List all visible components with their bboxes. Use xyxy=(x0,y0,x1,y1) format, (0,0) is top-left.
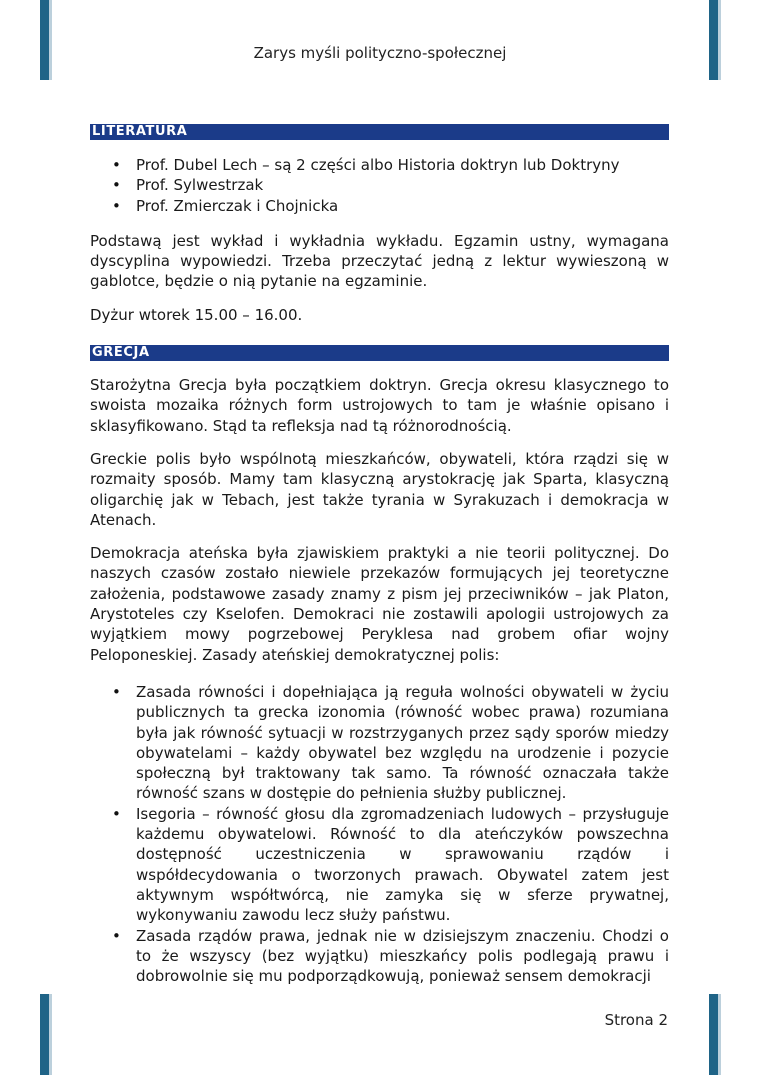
literature-list xyxy=(90,155,669,216)
page-border-top-right xyxy=(709,0,718,80)
page-border-bottom-right xyxy=(709,994,718,1075)
section-heading-literatura: LITERATURA xyxy=(90,124,669,140)
paragraph-office-hours: Dyżur wtorek 15.00 – 16.00. xyxy=(90,305,303,324)
document-body xyxy=(90,124,669,986)
list-item: • Isegoria – równość głosu dla zgromadzeniach ludowych – przysługuje każdemu obywatelowi. Równość to dla ateńczyków powszechna dostępność uczestniczenia w sprawowaniu rządów i współdecydowania o tworzonych prawach. Obywatel zatem jest aktywnym współtwórcą, nie zamyka się w sferze prywatnej, wykonywaniu zawodu lecz służy państwu. xyxy=(90,804,669,926)
section-heading-grecja: GRECJA xyxy=(90,345,669,361)
list-item: • Prof. Sylwestrzak xyxy=(90,175,669,195)
list-item: • Zasada rządów prawa, jednak nie w dzisiejszym znaczeniu. Chodzi o to że wszyscy (bez wyjątku) mieszkańcy polis podlegają prawu i dobrowolnie się mu podporządkowują, ponieważ sensem demokracji xyxy=(90,926,669,987)
list-item: • Zasada równości i dopełniająca ją reguła wolności obywateli w życiu publicznych ta grecka izonomia (równość wobec prawa) rozumiana była jak równość sytuacji w rozstrzyganych przez sądy sporów miedzy obywatelami – każdy obywatel bez względu na urodzenie i pozycie społeczną był traktowany tak samo. Ta równość oznaczała także równość szans w dostępie do pełnienia służby publicznej. xyxy=(90,682,669,804)
democracy-principles-list xyxy=(90,682,669,986)
page-border-top-left xyxy=(40,0,49,80)
running-header: Zarys myśli polityczno-społecznej xyxy=(253,44,507,62)
paragraph: Greckie polis było wspólnotą mieszkańców, obywateli, która rządzi się w rozmaity sposób. Mamy tam klasyczną arystokrację jak Sparta, klasyczną oligarchię jak w Tebach, jest także tyrania w Syrakuzach i demokracja w Atenach. xyxy=(90,449,669,529)
list-item: • Prof. Dubel Lech – są 2 części albo Historia doktryn lub Doktryny xyxy=(90,155,669,175)
paragraph: Demokracja ateńska była zjawiskiem praktyki a nie teorii politycznej. Do naszych czasów zostało niewiele przekazów formujących jej teoretyczne założenia, podstawowe zasady znamy z pism jej przeciwników – jak Platon, Arystoteles czy Kselofen. Demokraci nie zostawili apologii ustrojowych za wyjątkiem mowy pogrzebowej Peryklesa nad grobem ofiar wojny Peloponeskiej. Zasady ateńskiej demokratycznej polis: xyxy=(90,544,669,664)
page-border-bottom-left xyxy=(40,994,49,1075)
list-item: • Prof. Zmierczak i Chojnicka xyxy=(90,196,669,216)
page-number: Strona 2 xyxy=(604,1011,668,1029)
paragraph: Starożytna Grecja była początkiem doktryn. Grecja okresu klasycznego to swoista mozaika różnych form ustrojowych to tam je właśnie opisano i sklasyfikowano. Stąd ta refleksja nad tą różnorodnością. xyxy=(90,376,669,435)
paragraph-exam-info: Podstawą jest wykład i wykładnia wykładu. Egzamin ustny, wymagana dyscyplina wypowiedzi. Trzeba przeczytać jedną z lektur wywieszoną w gablotce, będzie o nią pytanie na egzaminie. xyxy=(90,231,669,291)
